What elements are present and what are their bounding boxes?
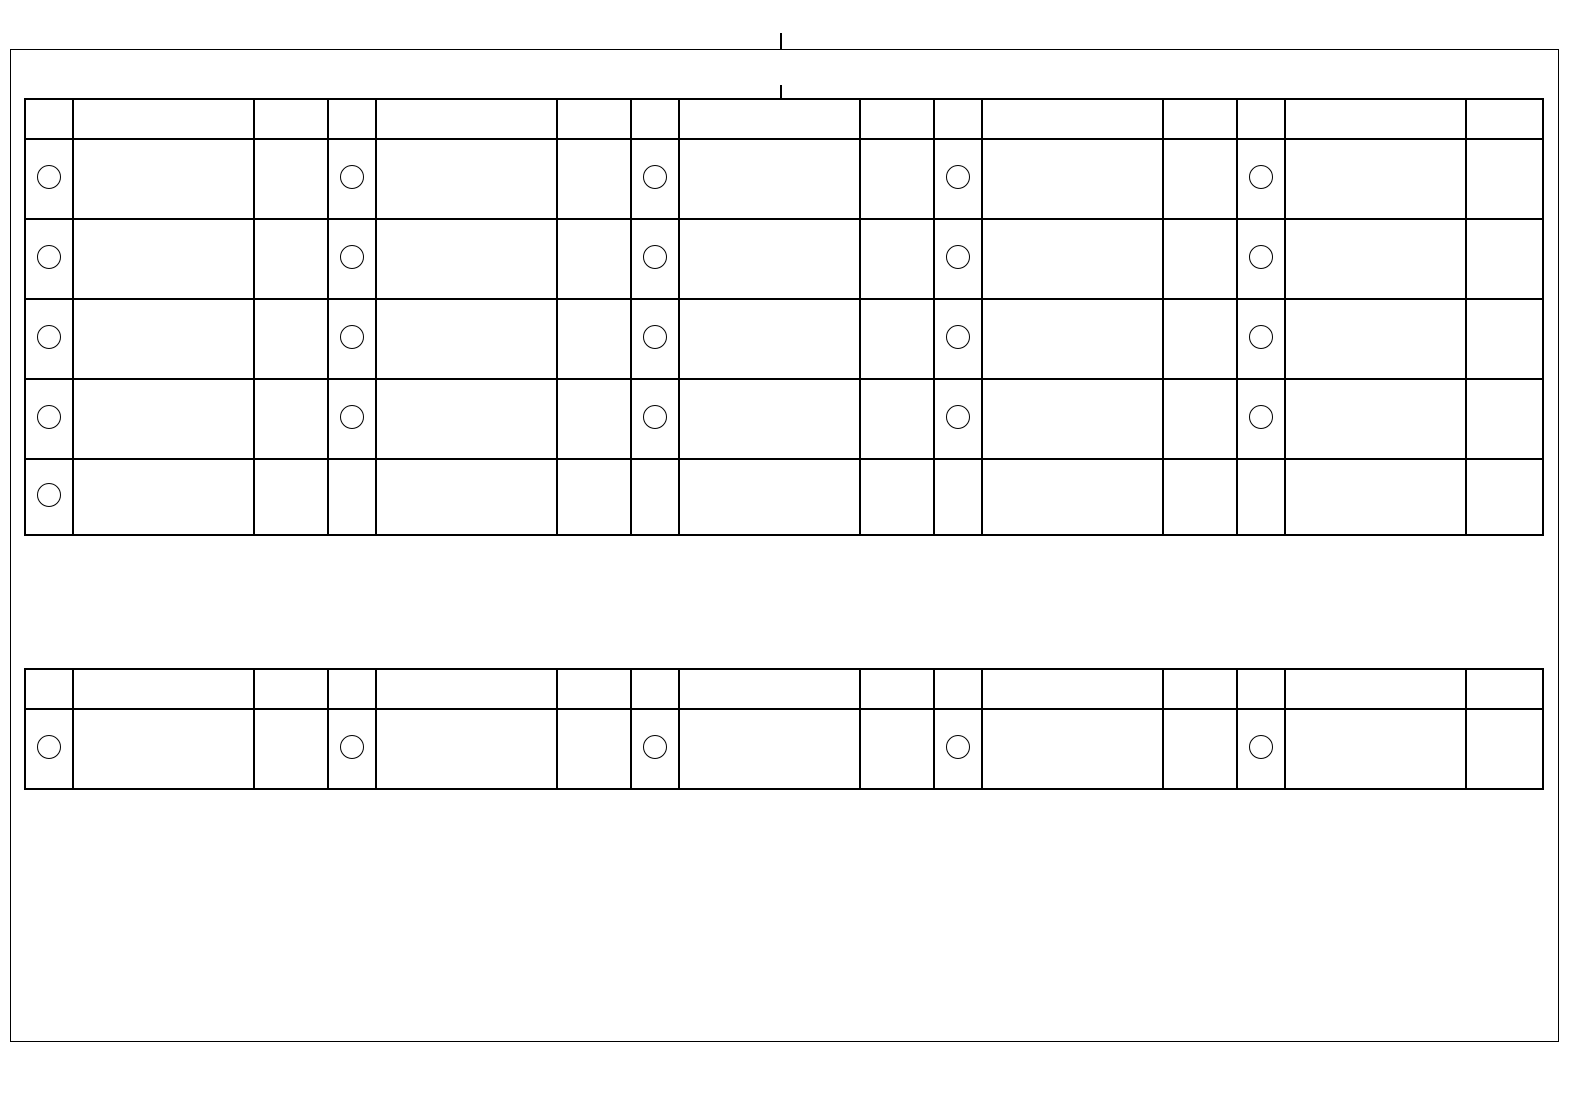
quantity-cell — [254, 709, 328, 789]
posting-reference — [679, 379, 860, 459]
parts-table-lower — [24, 668, 1544, 790]
callout-number — [340, 245, 364, 269]
posting-reference — [679, 219, 860, 299]
callout-number — [340, 405, 364, 429]
callout-number — [1249, 405, 1273, 429]
empty-cell — [1466, 459, 1543, 535]
table-header-row — [25, 669, 1543, 709]
empty-cell — [631, 459, 679, 535]
quantity-cell — [1163, 379, 1237, 459]
posting-header — [376, 99, 557, 139]
empty-cell — [376, 459, 557, 535]
quantity-cell — [1466, 379, 1543, 459]
quantity-cell — [254, 139, 328, 219]
callout-number — [946, 735, 970, 759]
callout-number — [1249, 325, 1273, 349]
posting-reference — [73, 459, 254, 535]
posting-header — [73, 99, 254, 139]
table-header-row — [25, 99, 1543, 139]
index-header — [1237, 669, 1285, 709]
posting-reference — [679, 139, 860, 219]
table-row — [25, 379, 1543, 459]
quantity-cell — [860, 299, 934, 379]
callout-number — [946, 245, 970, 269]
posting-reference — [73, 299, 254, 379]
index-header — [631, 669, 679, 709]
posting-reference — [73, 219, 254, 299]
qty-header — [557, 669, 631, 709]
quantity-cell — [254, 299, 328, 379]
qty-header — [254, 669, 328, 709]
posting-reference — [376, 139, 557, 219]
callout-number — [643, 735, 667, 759]
posting-reference — [982, 219, 1163, 299]
posting-reference — [376, 709, 557, 789]
index-header — [631, 99, 679, 139]
quantity-cell — [254, 219, 328, 299]
index-header — [934, 669, 982, 709]
qty-header — [254, 99, 328, 139]
posting-header — [679, 669, 860, 709]
callout-number — [37, 165, 61, 189]
empty-cell — [328, 459, 376, 535]
parts-table-upper — [24, 98, 1544, 536]
qty-header — [1163, 669, 1237, 709]
empty-cell — [1237, 459, 1285, 535]
index-header — [934, 99, 982, 139]
posting-reference — [73, 139, 254, 219]
posting-reference — [982, 709, 1163, 789]
index-header — [25, 669, 73, 709]
posting-header — [982, 669, 1163, 709]
quantity-cell — [1466, 709, 1543, 789]
empty-cell — [679, 459, 860, 535]
quantity-cell — [1163, 219, 1237, 299]
callout-number — [37, 325, 61, 349]
index-header — [25, 99, 73, 139]
empty-cell — [1163, 459, 1237, 535]
qty-header — [1163, 99, 1237, 139]
quantity-cell — [860, 219, 934, 299]
posting-reference — [679, 299, 860, 379]
posting-reference — [73, 709, 254, 789]
empty-cell — [934, 459, 982, 535]
callout-number — [37, 483, 61, 507]
quantity-cell — [557, 299, 631, 379]
callout-number — [946, 325, 970, 349]
quantity-cell — [1163, 299, 1237, 379]
posting-header — [1285, 99, 1466, 139]
quantity-cell — [254, 379, 328, 459]
quantity-cell — [557, 219, 631, 299]
table-row — [25, 459, 1543, 535]
callout-number — [643, 245, 667, 269]
posting-reference — [679, 709, 860, 789]
posting-reference — [1285, 219, 1466, 299]
callout-number — [643, 165, 667, 189]
callout-number — [37, 245, 61, 269]
callout-number — [340, 735, 364, 759]
posting-reference — [982, 379, 1163, 459]
table-row — [25, 299, 1543, 379]
table-row — [25, 219, 1543, 299]
quantity-cell — [1466, 219, 1543, 299]
qty-header — [860, 669, 934, 709]
table-row — [25, 139, 1543, 219]
callout-number — [340, 165, 364, 189]
empty-cell — [1285, 459, 1466, 535]
quantity-cell — [557, 139, 631, 219]
posting-header — [1285, 669, 1466, 709]
posting-reference — [73, 379, 254, 459]
qty-header — [1466, 669, 1543, 709]
posting-header — [982, 99, 1163, 139]
empty-cell — [982, 459, 1163, 535]
callout-number — [37, 405, 61, 429]
posting-reference — [1285, 379, 1466, 459]
empty-cell — [860, 459, 934, 535]
qty-header — [860, 99, 934, 139]
index-header — [328, 99, 376, 139]
quantity-cell — [1466, 299, 1543, 379]
posting-reference — [1285, 139, 1466, 219]
callout-number — [643, 325, 667, 349]
callout-number — [340, 325, 364, 349]
quantity-cell — [1466, 139, 1543, 219]
callout-number — [643, 405, 667, 429]
posting-reference — [376, 299, 557, 379]
callout-number — [946, 165, 970, 189]
quantity-cell — [860, 379, 934, 459]
callout-number — [1249, 245, 1273, 269]
posting-reference — [982, 299, 1163, 379]
posting-reference — [376, 379, 557, 459]
table-row — [25, 709, 1543, 789]
quantity-cell — [557, 709, 631, 789]
quantity-cell — [860, 139, 934, 219]
posting-reference — [1285, 299, 1466, 379]
quantity-cell — [557, 379, 631, 459]
callout-number — [1249, 165, 1273, 189]
index-header — [328, 669, 376, 709]
qty-header — [557, 99, 631, 139]
index-header — [1237, 99, 1285, 139]
quantity-cell — [860, 709, 934, 789]
inner-code-leader-line — [780, 85, 782, 99]
posting-reference — [376, 219, 557, 299]
qty-header — [1466, 99, 1543, 139]
quantity-cell — [1163, 139, 1237, 219]
posting-header — [73, 669, 254, 709]
quantity-cell — [254, 459, 328, 535]
outer-code-leader-line — [780, 33, 782, 49]
posting-reference — [982, 139, 1163, 219]
quantity-cell — [1163, 709, 1237, 789]
posting-header — [679, 99, 860, 139]
posting-header — [376, 669, 557, 709]
callout-number — [946, 405, 970, 429]
callout-number — [37, 735, 61, 759]
posting-reference — [1285, 709, 1466, 789]
empty-cell — [557, 459, 631, 535]
callout-number — [1249, 735, 1273, 759]
